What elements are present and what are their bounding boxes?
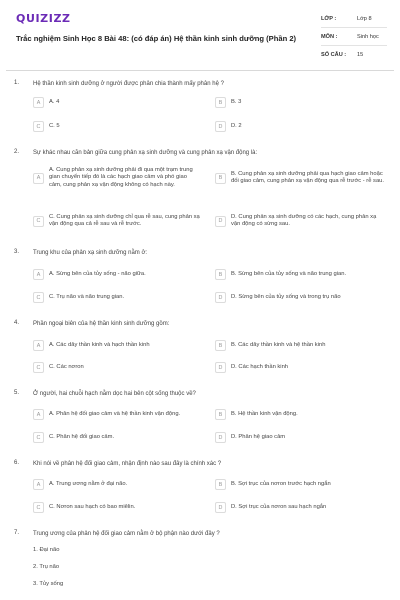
info-value: Sinh học [357,33,379,40]
info-value: Lớp 8 [357,15,372,22]
option-b[interactable] [215,269,346,280]
option-text: C. Cung phản xạ sinh dưỡng chỉ qua rễ sau, cung phản xạ vận động qua cả rễ sau và rễ trước. [49,214,200,228]
option-b[interactable] [215,171,387,186]
list-item: 3. Tủy sống [33,581,64,587]
option-letter: A [33,340,44,351]
option-text: A. Sừng bên của tủy sống - não giữa. [49,270,146,277]
info-label: LỚP : [321,15,337,22]
option-text: A. Các dây thần kinh và hạch thần kinh [49,341,150,348]
option-d[interactable] [215,362,288,373]
option-text: D. Phân hệ giao cảm [231,433,286,440]
worksheet-title: Trắc nghiệm Sinh Học 8 Bài 48: (có đáp án) Hệ thần kinh sinh dưỡng (Phần 2) [16,34,297,43]
option-letter: B [215,409,226,420]
question-number: 4. [14,320,20,326]
option-a[interactable] [33,340,150,351]
option-letter: C [33,432,44,443]
option-c[interactable] [33,432,114,443]
option-c[interactable] [33,502,135,513]
question-number: 5. [14,390,20,396]
option-c[interactable] [33,362,84,373]
option-d[interactable] [215,292,341,303]
option-text: B. Các dây thần kinh và hệ thần kinh [231,341,326,348]
question-text: Trung ương của phản hệ đối giao cảm nằm ở bộ phận nào dưới đây ? [33,531,220,537]
question-text: Khi nói về phân hệ đối giao cảm, nhận định nào sau đây là chính xác ? [33,461,222,467]
option-text: C. Nơron sau hạch có bao miêlin. [49,503,136,510]
option-letter: B [215,173,226,184]
question-text: Ở người, hai chuỗi hạch nằm dọc hai bên cột sống thuộc về? [33,391,196,397]
question-number: 6. [14,460,20,466]
option-c[interactable] [33,214,201,229]
header-divider [6,70,394,71]
question-number: 3. [14,249,20,255]
option-text: C. Phân hệ đối giao cảm. [49,433,115,440]
option-a[interactable] [33,269,146,280]
question-text: Hệ thần kinh sinh dưỡng ở người được phân chia thành mấy phân hệ ? [33,81,224,87]
quizizz-logo: QUIZIZZ [16,12,71,25]
question-number: 7. [14,530,20,536]
option-b[interactable] [215,340,325,351]
option-text: D. Sợi trục của nơron sau hạch ngắn [231,503,327,510]
option-letter: A [33,409,44,420]
option-d[interactable] [215,214,387,229]
option-c[interactable] [33,292,124,303]
question-text: Sự khác nhau căn bản giữa cung phản xạ sinh dưỡng và cung phản xạ vận động là: [33,150,258,156]
option-text: D. 2 [231,122,242,129]
option-letter: A [33,173,44,184]
option-b[interactable] [215,479,331,490]
option-a[interactable] [33,97,59,108]
info-label: SỐ CÂU : [321,51,347,58]
option-letter: D [215,502,226,513]
option-a[interactable] [33,167,201,189]
option-text: D. Cung phản xạ sinh dưỡng có các hạch, cung phản xạ vận động có sừng sau. [231,214,377,228]
option-letter: C [33,121,44,132]
option-letter: D [215,216,226,227]
info-row-subject [321,28,387,46]
option-letter: B [215,97,226,108]
option-text: C. Các nơron [49,363,84,370]
option-d[interactable] [215,432,285,443]
option-d[interactable] [215,502,326,513]
option-text: C. Trụ não và não trung gian. [49,293,125,300]
option-text: A. Phân hệ đối giao cảm và hệ thần kinh vận động. [49,410,181,417]
option-text: A. Cung phản xạ sinh dưỡng phải đi qua một trạm trung gian chuyển tiếp đó là các hạch giao cảm và phó giao cảm, cung phản xạ vận động không có hạch này. [49,167,193,188]
option-letter: D [215,292,226,303]
option-letter: D [215,121,226,132]
option-text: D. Sừng bên của tủy sống và trong trụ não [231,293,341,300]
option-b[interactable] [215,409,298,420]
question-number: 2. [14,149,20,155]
option-letter: C [33,502,44,513]
option-text: B. Hệ thần kinh vận động. [231,410,298,417]
option-letter: C [33,216,44,227]
worksheet-header [0,0,400,66]
info-row-count [321,46,387,63]
option-letter: B [215,340,226,351]
option-letter: C [33,292,44,303]
question-number: 1. [14,80,20,86]
option-letter: A [33,97,44,108]
info-label: MÔN : [321,33,338,40]
list-item: 2. Trụ não [33,564,60,570]
option-text: D. Các hạch thần kinh [231,363,289,370]
worksheet-info [321,10,387,63]
option-text: A. Trung ương nằm ở đại não. [49,480,128,487]
info-row-class [321,10,387,28]
option-b[interactable] [215,97,241,108]
option-letter: B [215,269,226,280]
option-letter: B [215,479,226,490]
info-value: 15 [357,51,364,58]
option-text: B. 3 [231,98,242,105]
option-letter: D [215,432,226,443]
option-text: C. 5 [49,122,60,129]
option-letter: C [33,362,44,373]
option-a[interactable] [33,409,180,420]
option-d[interactable] [215,121,242,132]
option-text: B. Sợi trục của nơron trước hạch ngắn [231,480,331,487]
option-text: B. Sừng bên của tủy sống và não trung gian. [231,270,347,277]
option-letter: A [33,479,44,490]
list-item: 1. Đại não [33,547,60,553]
option-letter: A [33,269,44,280]
option-letter: D [215,362,226,373]
question-text: Trung khu của phản xạ sinh dưỡng nằm ở: [33,250,148,256]
question-text: Phần ngoại biên của hệ thần kinh sinh dưỡng gồm: [33,321,170,327]
option-text: A. 4 [49,98,60,105]
option-text: B. Cung phản xạ sinh dưỡng phải qua hạch giao cảm hoặc đối giao cảm, cung phản xạ vận động qua rễ trước - rễ sau. [231,171,385,185]
option-a[interactable] [33,479,127,490]
option-c[interactable] [33,121,60,132]
